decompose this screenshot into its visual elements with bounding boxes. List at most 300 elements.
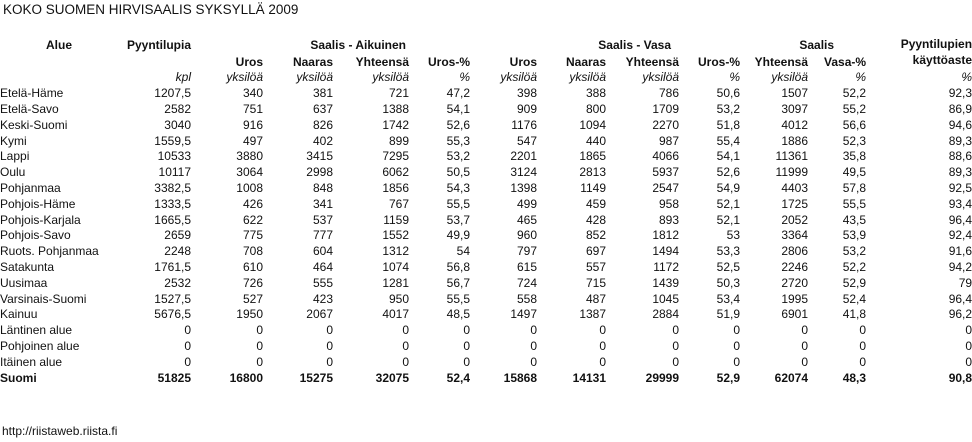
value-cell: 1074 [382, 259, 410, 274]
value-cell: 0 [530, 338, 538, 353]
value-cell: 53,3 [716, 244, 741, 259]
value-cell: 15275 [299, 370, 333, 385]
value-cell: 86,9 [948, 101, 972, 116]
table-row [0, 307, 972, 323]
value-cell: 751 [242, 101, 263, 116]
value-cell: 52,5 [716, 259, 741, 274]
table-row [0, 181, 972, 197]
value-cell: 43,5 [842, 212, 867, 227]
units-row [0, 70, 972, 86]
value-cell: 6062 [382, 165, 410, 180]
unit-cell: yksilöä [372, 70, 410, 85]
value-cell: 94,2 [948, 259, 972, 274]
value-cell: 4017 [382, 307, 410, 322]
value-cell: 893 [659, 212, 680, 227]
value-cell: 0 [463, 354, 471, 369]
header-usage-line1: Pyyntilupien [900, 37, 972, 51]
value-cell: 1281 [382, 275, 410, 290]
value-cell: 0 [184, 323, 191, 338]
value-cell: 637 [312, 101, 333, 116]
value-cell: 852 [585, 228, 607, 243]
unit-cell: yksilöä [642, 70, 680, 85]
value-cell: 1497 [510, 307, 538, 322]
region-name: Oulu [0, 165, 26, 180]
value-cell: 57,8 [842, 180, 867, 195]
harvest-table [0, 37, 972, 386]
value-cell: 29999 [645, 370, 680, 385]
value-cell: 1387 [579, 307, 607, 322]
value-cell: 54,3 [446, 180, 471, 195]
value-cell: 1094 [579, 117, 607, 132]
value-cell: 41,8 [842, 307, 867, 322]
region-name: Pohjanmaa [0, 180, 61, 195]
value-cell: 49,5 [842, 165, 867, 180]
value-cell: 2201 [510, 149, 538, 164]
value-cell: 89,3 [948, 133, 972, 148]
value-cell: 800 [585, 101, 607, 116]
value-cell: 3382,5 [154, 180, 191, 195]
table-row [0, 323, 972, 339]
value-cell: 55,5 [446, 291, 471, 306]
value-cell: 1886 [781, 133, 809, 148]
value-cell: 0 [463, 338, 471, 353]
value-cell: 1008 [236, 180, 263, 195]
value-cell: 54,1 [446, 101, 471, 116]
value-cell: 950 [388, 291, 410, 306]
value-cell: 465 [516, 212, 538, 227]
value-cell: 726 [242, 275, 263, 290]
header-sub-cell: Naaras [565, 54, 607, 69]
unit-cell: % [459, 70, 471, 85]
value-cell: 92,4 [948, 228, 972, 243]
value-cell: 0 [965, 338, 972, 353]
unit-cell: % [961, 70, 972, 85]
header-usage-rate [866, 37, 972, 70]
header-permits: Pyyntilupia [126, 38, 191, 52]
value-cell: 715 [585, 275, 607, 290]
value-cell: 53,4 [716, 291, 741, 306]
value-cell: 724 [516, 275, 538, 290]
value-cell: 52,6 [716, 165, 741, 180]
region-name: Kymi [0, 133, 27, 148]
value-cell: 0 [801, 323, 809, 338]
value-cell: 91,6 [948, 244, 972, 259]
value-cell: 2998 [306, 165, 333, 180]
value-cell: 499 [516, 196, 538, 211]
value-cell: 1176 [511, 117, 538, 132]
value-cell: 615 [516, 259, 538, 274]
value-cell: 11361 [775, 149, 809, 164]
value-cell: 79 [958, 275, 972, 290]
value-cell: 2806 [781, 244, 809, 259]
value-cell: 48,5 [446, 307, 471, 322]
value-cell: 1172 [653, 259, 680, 274]
value-cell: 1045 [652, 291, 680, 306]
value-cell: 0 [801, 338, 809, 353]
value-cell: 88,6 [948, 149, 972, 164]
value-cell: 2884 [652, 307, 680, 322]
value-cell: 6901 [781, 307, 809, 322]
value-cell: 53,9 [842, 228, 867, 243]
value-cell: 697 [585, 244, 607, 259]
value-cell: 622 [242, 212, 263, 227]
value-cell: 53,2 [716, 101, 741, 116]
value-cell: 1742 [382, 117, 410, 132]
value-cell: 4066 [652, 149, 680, 164]
table-row [0, 244, 972, 260]
unit-cell: % [729, 70, 741, 85]
value-cell: 50,6 [716, 86, 741, 101]
value-cell: 0 [402, 323, 410, 338]
value-cell: 0 [733, 354, 741, 369]
value-cell: 497 [242, 133, 263, 148]
value-cell: 0 [859, 354, 867, 369]
value-cell: 0 [672, 323, 680, 338]
unit-cell: yksilöä [569, 70, 607, 85]
value-cell: 0 [184, 338, 191, 353]
value-cell: 555 [312, 275, 333, 290]
value-cell: 92,5 [948, 180, 972, 195]
value-cell: 0 [402, 354, 410, 369]
header-sub-cell: Uros [235, 54, 263, 69]
value-cell: 767 [388, 196, 410, 211]
value-cell: 777 [312, 228, 333, 243]
value-cell: 53,2 [446, 149, 471, 164]
value-cell: 0 [859, 338, 867, 353]
value-cell: 47,2 [446, 86, 471, 101]
value-cell: 3124 [510, 165, 538, 180]
value-cell: 52,4 [446, 370, 471, 385]
value-cell: 52,3 [842, 133, 867, 148]
header-group-calf: Saalis - Vasa [598, 38, 672, 52]
value-cell: 1995 [781, 291, 809, 306]
value-cell: 0 [463, 323, 471, 338]
value-cell: 2246 [781, 259, 809, 274]
value-cell: 96,4 [948, 291, 972, 306]
value-cell: 402 [312, 133, 333, 148]
table-row [0, 196, 972, 212]
value-cell: 2248 [164, 244, 191, 259]
value-cell: 826 [312, 117, 333, 132]
value-cell: 4403 [781, 180, 809, 195]
value-cell: 2659 [164, 228, 191, 243]
header-row-groups [0, 37, 972, 54]
value-cell: 1665,5 [154, 212, 191, 227]
page-title: KOKO SUOMEN HIRVISAALIS SYKSYLLÄ 2009 [3, 2, 299, 17]
value-cell: 90,8 [948, 370, 972, 385]
region-name: Läntinen alue [0, 323, 73, 338]
value-cell: 610 [242, 259, 263, 274]
value-cell: 54,9 [716, 180, 741, 195]
header-row-sub [0, 54, 972, 70]
value-cell: 52,9 [716, 370, 741, 385]
header-sub-cell: Yhteensä [754, 54, 809, 69]
table-row [0, 212, 972, 228]
unit-cell: kpl [175, 70, 191, 85]
value-cell: 1312 [382, 244, 410, 259]
value-cell: 55,4 [716, 133, 741, 148]
value-cell: 604 [312, 244, 333, 259]
value-cell: 0 [859, 323, 867, 338]
value-cell: 10533 [157, 149, 191, 164]
value-cell: 987 [659, 133, 680, 148]
header-sub-cell: Naaras [292, 54, 333, 69]
value-cell: 0 [965, 354, 972, 369]
value-cell: 0 [599, 323, 607, 338]
value-cell: 1207,5 [154, 86, 191, 101]
value-cell: 55,5 [842, 196, 867, 211]
header-sub-cell: Yhteensä [625, 54, 680, 69]
value-cell: 1865 [579, 149, 607, 164]
unit-cell: yksilöä [226, 70, 263, 85]
header-group-total: Saalis [799, 38, 835, 52]
header-sub-cell: Uros-% [698, 54, 741, 69]
value-cell: 49,9 [446, 228, 471, 243]
value-cell: 35,8 [842, 149, 867, 164]
value-cell: 797 [516, 244, 538, 259]
value-cell: 0 [672, 338, 680, 353]
region-name: Kainuu [0, 307, 38, 322]
value-cell: 487 [585, 291, 607, 306]
value-cell: 56,6 [842, 117, 867, 132]
value-cell: 0 [256, 354, 263, 369]
value-cell: 0 [599, 338, 607, 353]
value-cell: 381 [312, 86, 333, 101]
value-cell: 51,9 [716, 307, 741, 322]
value-cell: 53 [726, 228, 741, 243]
region-name: Pohjoinen alue [0, 338, 80, 353]
value-cell: 899 [388, 133, 410, 148]
value-cell: 1388 [382, 101, 410, 116]
value-cell: 52,1 [716, 196, 741, 211]
value-cell: 0 [256, 338, 263, 353]
value-cell: 1527,5 [154, 291, 191, 306]
table-row [0, 354, 972, 370]
value-cell: 52,6 [446, 117, 471, 132]
value-cell: 708 [242, 244, 263, 259]
value-cell: 1494 [652, 244, 680, 259]
value-cell: 1439 [652, 275, 680, 290]
value-cell: 52,4 [842, 291, 867, 306]
value-cell: 4012 [781, 117, 809, 132]
value-cell: 340 [242, 86, 263, 101]
value-cell: 53,2 [842, 244, 867, 259]
value-cell: 96,2 [948, 307, 972, 322]
region-name: Uusimaa [0, 275, 48, 290]
value-cell: 0 [672, 354, 680, 369]
region-name: Etelä-Savo [0, 101, 59, 116]
value-cell: 0 [733, 323, 741, 338]
value-cell: 93,4 [948, 196, 972, 211]
value-cell: 0 [965, 323, 972, 338]
value-cell: 428 [585, 212, 607, 227]
value-cell: 398 [516, 86, 538, 101]
value-cell: 3040 [164, 117, 191, 132]
value-cell: 53,7 [446, 212, 471, 227]
value-cell: 464 [312, 259, 333, 274]
unit-cell: yksilöä [296, 70, 333, 85]
value-cell: 341 [312, 196, 333, 211]
value-cell: 51,8 [716, 117, 741, 132]
region-name: Varsinais-Suomi [0, 291, 87, 306]
value-cell: 960 [516, 228, 538, 243]
value-cell: 54,1 [716, 149, 741, 164]
value-cell: 0 [256, 323, 263, 338]
table-row [0, 339, 972, 355]
value-cell: 32075 [375, 370, 410, 385]
table-row [0, 275, 972, 291]
value-cell: 0 [326, 354, 333, 369]
value-cell: 2270 [652, 117, 680, 132]
source-url: http://riistaweb.riista.fi [2, 424, 118, 438]
value-cell: 5937 [652, 165, 680, 180]
table-row [0, 228, 972, 244]
value-cell: 48,3 [842, 370, 867, 385]
region-name: Pohjois-Häme [0, 196, 76, 211]
value-cell: 1709 [652, 101, 680, 116]
value-cell: 1398 [510, 180, 538, 195]
table-row [0, 102, 972, 118]
value-cell: 786 [659, 86, 680, 101]
value-cell: 1856 [382, 180, 410, 195]
region-name: Pohjois-Savo [0, 228, 71, 243]
value-cell: 1950 [236, 307, 263, 322]
value-cell: 2582 [164, 101, 191, 116]
header-region: Alue [45, 38, 72, 52]
table-row [0, 149, 972, 165]
value-cell: 56,8 [446, 259, 471, 274]
value-cell: 909 [516, 101, 538, 116]
value-cell: 52,1 [716, 212, 741, 227]
value-cell: 0 [530, 354, 538, 369]
value-cell: 1812 [652, 228, 680, 243]
value-cell: 3364 [781, 228, 809, 243]
value-cell: 1159 [383, 212, 410, 227]
value-cell: 2720 [781, 275, 809, 290]
value-cell: 2813 [579, 165, 607, 180]
value-cell: 3064 [236, 165, 263, 180]
value-cell: 3880 [236, 149, 263, 164]
header-sub-cell: Uros [509, 54, 538, 69]
value-cell: 56,7 [446, 275, 471, 290]
value-cell: 547 [516, 133, 538, 148]
value-cell: 1333,5 [154, 196, 191, 211]
value-cell: 0 [599, 354, 607, 369]
table-row [0, 133, 972, 149]
region-name: Itäinen alue [0, 354, 63, 369]
value-cell: 55,3 [446, 133, 471, 148]
value-cell: 3415 [306, 149, 333, 164]
value-cell: 89,3 [948, 165, 972, 180]
header-sub-cell: Uros-% [428, 54, 471, 69]
value-cell: 96,4 [948, 212, 972, 227]
value-cell: 0 [402, 338, 410, 353]
value-cell: 1725 [781, 196, 809, 211]
region-name: Suomi [0, 370, 37, 385]
value-cell: 558 [516, 291, 538, 306]
value-cell: 2547 [652, 180, 680, 195]
value-cell: 10117 [158, 165, 191, 180]
value-cell: 958 [659, 196, 680, 211]
value-cell: 721 [388, 86, 410, 101]
value-cell: 55,2 [842, 101, 867, 116]
value-cell: 0 [733, 338, 741, 353]
unit-cell: yksilöä [771, 70, 809, 85]
value-cell: 55,5 [446, 196, 471, 211]
value-cell: 51825 [157, 370, 191, 385]
unit-cell: % [855, 70, 867, 85]
unit-cell: yksilöä [500, 70, 538, 85]
value-cell: 52,2 [842, 259, 867, 274]
value-cell: 15868 [503, 370, 538, 385]
region-name: Etelä-Häme [0, 86, 64, 101]
value-cell: 0 [326, 323, 333, 338]
table-row [0, 117, 972, 133]
value-cell: 3097 [781, 101, 809, 116]
value-cell: 52,2 [842, 86, 867, 101]
value-cell: 775 [242, 228, 263, 243]
value-cell: 1507 [781, 86, 809, 101]
region-name: Ruots. Pohjanmaa [0, 244, 99, 259]
value-cell: 62074 [774, 370, 809, 385]
value-cell: 557 [585, 259, 607, 274]
header-sub-cell: Vasa-% [824, 54, 867, 69]
value-cell: 11999 [775, 165, 809, 180]
value-cell: 0 [326, 338, 333, 353]
value-cell: 14131 [572, 370, 607, 385]
value-cell: 2532 [164, 275, 191, 290]
total-row [0, 370, 972, 386]
header-usage-line2: käyttöaste [912, 52, 972, 67]
value-cell: 1559,5 [154, 133, 191, 148]
value-cell: 1761,5 [154, 259, 191, 274]
region-name: Lappi [0, 149, 30, 164]
value-cell: 388 [585, 86, 607, 101]
value-cell: 848 [312, 180, 333, 195]
value-cell: 94,6 [948, 117, 972, 132]
region-name: Keski-Suomi [0, 117, 68, 132]
value-cell: 916 [242, 117, 263, 132]
value-cell: 0 [184, 354, 191, 369]
value-cell: 54 [456, 244, 471, 259]
value-cell: 5676,5 [154, 307, 191, 322]
header-group-adult: Saalis - Aikuinen [310, 38, 407, 52]
value-cell: 2067 [306, 307, 333, 322]
region-name: Satakunta [0, 259, 55, 274]
table-row [0, 86, 972, 102]
value-cell: 50,3 [716, 275, 741, 290]
value-cell: 1552 [382, 228, 410, 243]
value-cell: 1149 [580, 180, 607, 195]
value-cell: 440 [585, 133, 607, 148]
header-sub-cell: Yhteensä [355, 54, 410, 69]
value-cell: 0 [530, 323, 538, 338]
table-row [0, 260, 972, 276]
value-cell: 52,9 [842, 275, 867, 290]
value-cell: 50,5 [446, 165, 471, 180]
table-row [0, 165, 972, 181]
value-cell: 527 [242, 291, 263, 306]
value-cell: 459 [585, 196, 607, 211]
region-name: Pohjois-Karjala [0, 212, 81, 227]
value-cell: 423 [312, 291, 333, 306]
value-cell: 426 [242, 196, 263, 211]
value-cell: 0 [801, 354, 809, 369]
value-cell: 537 [312, 212, 333, 227]
value-cell: 7295 [382, 149, 410, 164]
value-cell: 16800 [229, 370, 263, 385]
table-row [0, 291, 972, 307]
